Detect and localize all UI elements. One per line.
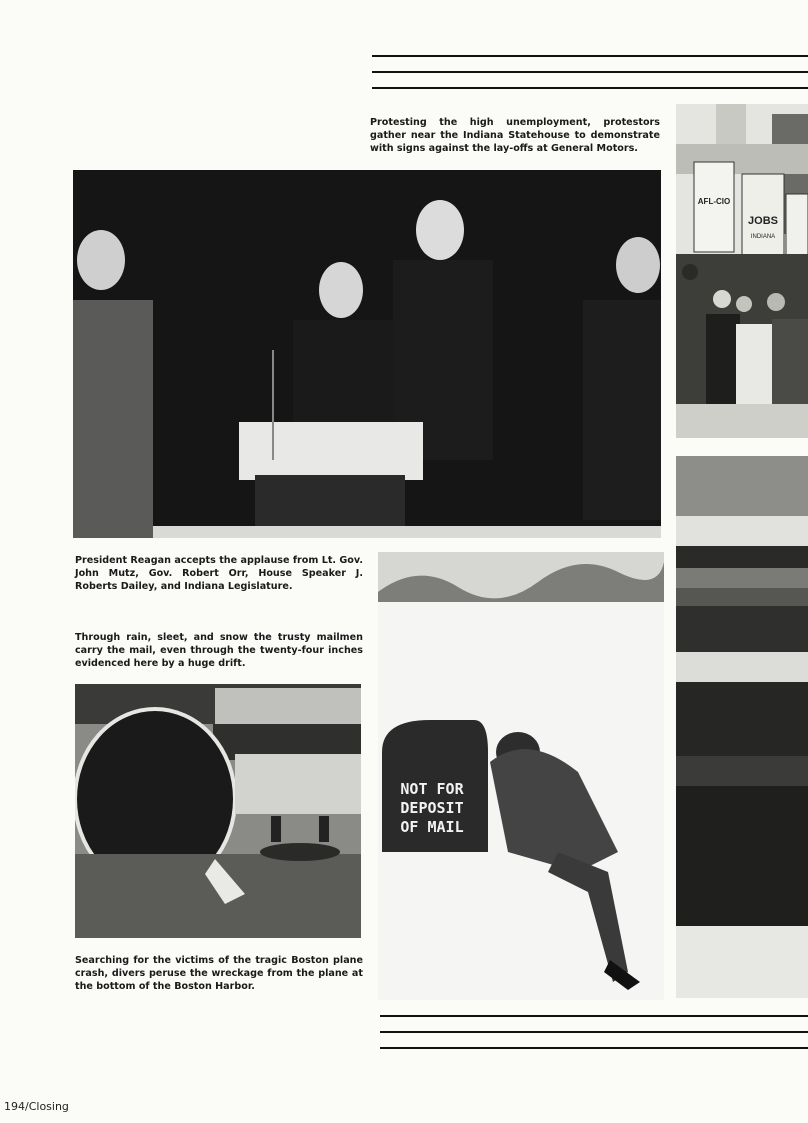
bottom-rule-2: [380, 1031, 808, 1033]
top-rule-3: [372, 87, 808, 89]
bottom-rule-3: [380, 1047, 808, 1049]
tank-snow-photo: [676, 456, 808, 998]
protest-sign-text-2: JOBS: [748, 215, 778, 227]
boston-caption: Searching for the victims of the tragic Boston plane crash, divers peruse the wreckage from the plane at the bottom of the Boston Harbor.: [75, 955, 363, 993]
top-rule-2: [372, 71, 808, 73]
boston-wreckage-photo: [75, 684, 361, 938]
mailbox-text-line1: NOT FOR: [400, 780, 464, 798]
mailbox-text-line2: DEPOSIT: [400, 799, 464, 817]
protest-sign-text-3: INDIANA: [750, 234, 776, 240]
page-folio: 194/Closing: [4, 1100, 69, 1113]
protest-caption: Protesting the high unemployment, protestors gather near the Indiana Statehouse to demonstrate with signs against the lay-offs at General Motors.: [370, 117, 660, 155]
mailbox-snow-photo: [378, 552, 664, 1000]
mailbox-text-line3: OF MAIL: [400, 818, 464, 836]
top-rule-1: [372, 55, 808, 57]
protest-photo: [676, 104, 808, 438]
reagan-caption: President Reagan accepts the applause from Lt. Gov. John Mutz, Gov. Robert Orr, House Speaker J. Roberts Dailey, and Indiana Legislature.: [75, 555, 363, 593]
reagan-photo: [73, 170, 661, 538]
protest-sign-text-1: AFL-CIO: [697, 197, 731, 206]
bottom-rule-1: [380, 1015, 808, 1017]
mailmen-caption: Through rain, sleet, and snow the trusty mailmen carry the mail, even through the twenty-four inches evidenced here by a huge drift.: [75, 632, 363, 670]
